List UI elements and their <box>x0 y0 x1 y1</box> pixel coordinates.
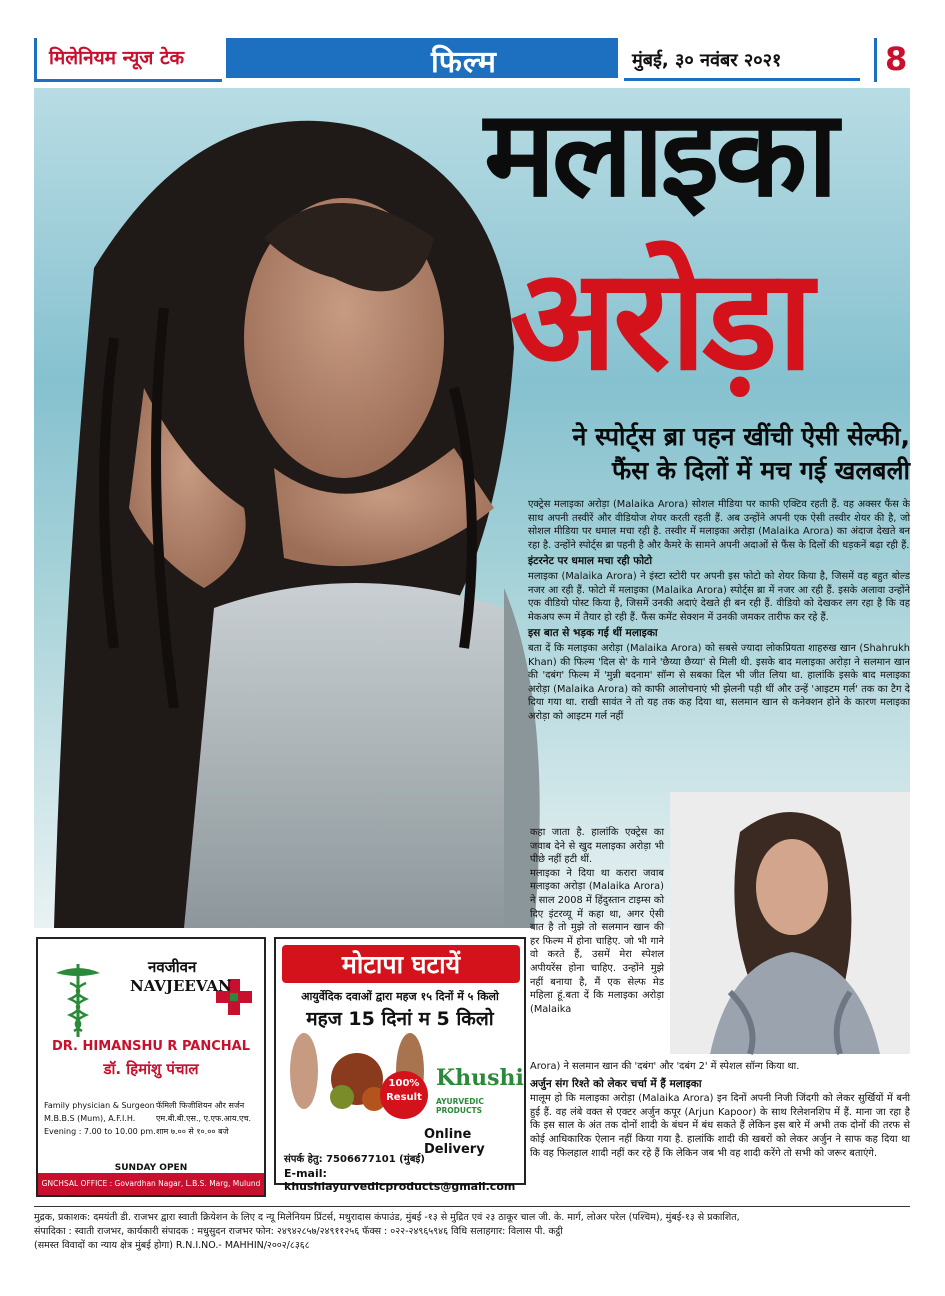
ad-email: E-mail: khushiayurvedicproducts@gmail.com <box>284 1167 516 1193</box>
story-para-2: बता दें कि मलाइका अरोड़ा (Malaika Arora) को सबसे ज्यादा लोकप्रियता शाहरुख खान (Shahrukh Khan) की फिल्म 'दिल से' के गाने 'छैय्या छैय्या' से मिली थी. इसके बाद मलाइका अरोड़ा ने सलमान खान की 'दबंग' फिल्म में 'मुन्नी बदनाम' सॉन्ग से सबका दिल भी जीत लिया था. हालांकि इसके बाद मलाइका अरोड़ा (Malaika Arora) को काफी आलोचनाएं भी झेलनी पड़ी थीं और उन्हें 'आइटम गर्ल' तक का टैग दे दिया गया था. राखी सावंत ने तो यह तक कह दिया था, सलमान खान से कनेक्शन होने के कारण मलाइका अरोड़ा को आइटम गर्ल नहीं <box>528 642 910 722</box>
story-heading-2: इस बात से भड़क गई थीं मलाइका <box>528 627 658 640</box>
result-badge: 100% Result <box>380 1071 428 1119</box>
story-narrow-column <box>530 826 664 1016</box>
clinic-detail-en-1: Family physician & Surgeon <box>44 1101 155 1110</box>
clinic-detail-hi-2: एम.बी.बी.एस., ए.एफ.आय.एच. <box>156 1114 252 1123</box>
imprint-line-3: (समस्त विवादों का न्याय क्षेत्र मुंबई होगा) R.N.I.NO.- MAHHIN/२००२/८३६८ <box>34 1240 310 1251</box>
story-heading-3: अर्जुन संग रिश्ते को लेकर चर्चा में हैं मलाइका <box>530 1077 702 1090</box>
imprint <box>34 1206 910 1253</box>
masthead-rule <box>624 78 860 81</box>
ad-contact: संपर्क हेतु: 7506677101 (मुंबई) <box>284 1154 425 1165</box>
story-intro: एक्ट्रेस मलाइका अरोड़ा (Malaika Arora) सोशल मीडिया पर काफी एक्टिव रहती हैं. वह अक्सर फैंस के साथ अपनी तस्वीरें और वीडियोज शेयर करती रहती हैं. अब उन्होंने अपनी एक ऐसी तस्वीर शेयर की है, जो सोशल मीडिया पर धमाल मचा रही है. तस्वीर में मलाइका अरोड़ा (Malaika Arora) का अंदाज देखते बन रहा है. उन्होंने स्पोर्ट्स ब्रा पहनी है और कैमरे के सामने अपनी अदाओं से फैंस के दिलों की धड़कनें बढ़ा रही हैं. <box>528 499 910 551</box>
paper-name: मिलेनियम न्यूज टेक <box>49 47 185 69</box>
story-para-1: मलाइका (Malaika Arora) ने इंस्टा स्टोरी पर अपनी इस फोटो को शेयर किया है, जिसमें वह बहुत बोल्ड नजर आ रही हैं. फोटो में मलाइका (Malaika Arora) स्पोर्ट्स ब्रा में नजर आ रही हैं. इसके अलावा उन्होंने एक वीडियो पोस्ट किया है, जिसमें उनकी अदाएं देखते ही बन रही हैं. वीडियो को देखकर लग रहा है कि वह मेकअप रूम में तैयार हो रही हैं. फैंस कमेंट सेक्शन में उनकी जमकर तारीफ कर रहे हैं. <box>528 570 910 623</box>
section-label: फिल्म <box>431 45 497 80</box>
subhead-line-2: फैंस के दिलों में मच गई खलबली <box>612 456 910 485</box>
clinic-sunday: SUNDAY OPEN <box>114 1163 188 1173</box>
clinic-name-hindi: नवजीवन <box>148 958 197 976</box>
page-number-box <box>874 38 914 82</box>
brand-subtitle: AYURVEDIC PRODUCTS <box>436 1097 484 1115</box>
clinic-details-hindi <box>156 1099 251 1138</box>
online-delivery: Online Delivery <box>424 1127 485 1157</box>
section-band <box>226 38 618 78</box>
clinic-detail-hi-1: फॅमिली फिजीशियन और सर्जन <box>156 1101 245 1110</box>
clinic-name-english: NAVJEEVAN <box>130 977 232 995</box>
story-para-4: मालूम हो कि मलाइका अरोड़ा (Malaika Arora) इन दिनों अपनी निजी जिंदगी को लेकर सुर्खियों में बनी हुई हैं. वह लंबे वक्त से एक्टर अर्जुन कपूर (Arjun Kapoor) के साथ रिलेशनशिप में हैं. माना जा रहा है कि इस साल के अंत तक दोनों शादी के बंधन में बंध सकते हैं लेकिन इस बारे में अभी तक दोनों की तरफ से कोई आधिकारिक ऐलान नहीं किया गया है. हालांकि शादी की खबरों को लेकर अर्जुन ने साफ कह दिया था कि वह फिलहाल शादी नहीं कर रहे हैं कि लेकिन जब भी वह शादी करेंगे तो सभी को जरूर बताएंगे. <box>530 1093 910 1159</box>
story-body <box>528 498 910 726</box>
brand-name: Khushi <box>436 1065 524 1091</box>
clinic-details-english <box>44 1099 156 1138</box>
issue-date: मुंबई, ३० नवंबर २०२१ <box>632 50 782 71</box>
subheadline <box>480 420 910 488</box>
clinic-ad <box>36 937 266 1210</box>
page-number: 8 <box>885 40 908 78</box>
clinic-detail-hi-3: शाम ७.०० से १०.०० बजे <box>156 1127 229 1136</box>
caduceus-icon <box>48 959 108 1039</box>
subhead-line-1: ने स्पोर्ट्स ब्रा पहन खींची ऐसी सेल्फी, <box>572 422 910 451</box>
headline-line-1: मलाइका <box>484 83 835 224</box>
clinic-address: GNCHSAL OFFICE : Govardhan Nagar, L.B.S. Marg, Mulund (W), Mumbai - 400 080 <box>38 1173 264 1195</box>
imprint-line-2: संपादिका : स्वाती राजभर, कार्यकारी संपादक : मधुसुदन राजभर फोन: २४९४२८५७/२४९११२५६ फॅक्स : ०२२-२४९६५९४६ विधि सलाहगार: विलास पी. कट्ठी <box>34 1226 563 1237</box>
inset-photo-illustration <box>670 792 910 1054</box>
clinic-detail-en-3: Evening : 7.00 to 10.00 pm. <box>44 1127 156 1136</box>
ad-promise: महज 15 दिनां म 5 किलो <box>306 1008 494 1030</box>
masthead <box>34 38 910 82</box>
story-tail <box>530 1060 910 1160</box>
story-para-3: मलाइका ने दिया था करारा जवाब मलाइका अरोड़ा (Malaika Arora) ने साल 2008 में हिंदुस्तान टाइम्स को दिए इंटरव्यू में कहा था, अगर ऐसी बात है तो मुझे तो सलमान खान की हर फिल्म में होना चाहिए. जो भी गाने वो करते हैं, उसमें मेरा स्पेशल अपीयरेंस होना चाहिए. उन्होंने मुझे नहीं बनाया है, मैं एक सेल्फ मेड महिला हूं.बता दें कि मलाइका अरोड़ा (Malaika <box>530 867 664 1015</box>
story-para-3-tail: Arora) ने सलमान खान की 'दबंग' और 'दबंग 2' में स्पेशल सॉन्ग किया था. <box>530 1061 800 1072</box>
story-heading-1: इंटरनेट पर धमाल मचा रही फोटो <box>528 555 653 568</box>
headline-line-2: अरोड़ा <box>510 238 810 402</box>
story-para-2-narrow: कहा जाता है. हालांकि एक्ट्रेस का जवाब देने से खुद मलाइका अरोड़ा भी पीछे नहीं हटी थीं. <box>530 827 664 866</box>
ad-tagline: आयुर्वेदिक दवाओं द्वारा महज १५ दिनों में ५ किलो <box>301 990 499 1003</box>
ad-banner <box>282 945 520 983</box>
doctor-name-english: DR. HIMANSHU R PANCHAL <box>51 1039 250 1054</box>
clinic-detail-en-2: M.B.B.S (Mum), A.F.I.H. <box>44 1114 136 1123</box>
inset-photo <box>670 792 910 1054</box>
paper-name-box <box>34 38 222 82</box>
imprint-line-1: मुद्रक, प्रकाशक: दमयंती डी. राजभर द्वारा स्वाती क्रियेशन के लिए द न्यू मिलेनियम प्रिंटर्स, मथुरादास कंपाउंड, मुंबई -१३ से मुद्रित एवं २३ ठाकूर चाल जी. के. मार्ग, लोअर परेल (पश्चिम), मुंबई-१३ से प्रकाशित, <box>34 1212 740 1223</box>
doctor-name-hindi: डॉ. हिमांशु पंचाल <box>103 1060 199 1078</box>
ad-banner-text: मोटापा घटायें <box>341 950 461 979</box>
weight-loss-ad <box>274 937 526 1193</box>
